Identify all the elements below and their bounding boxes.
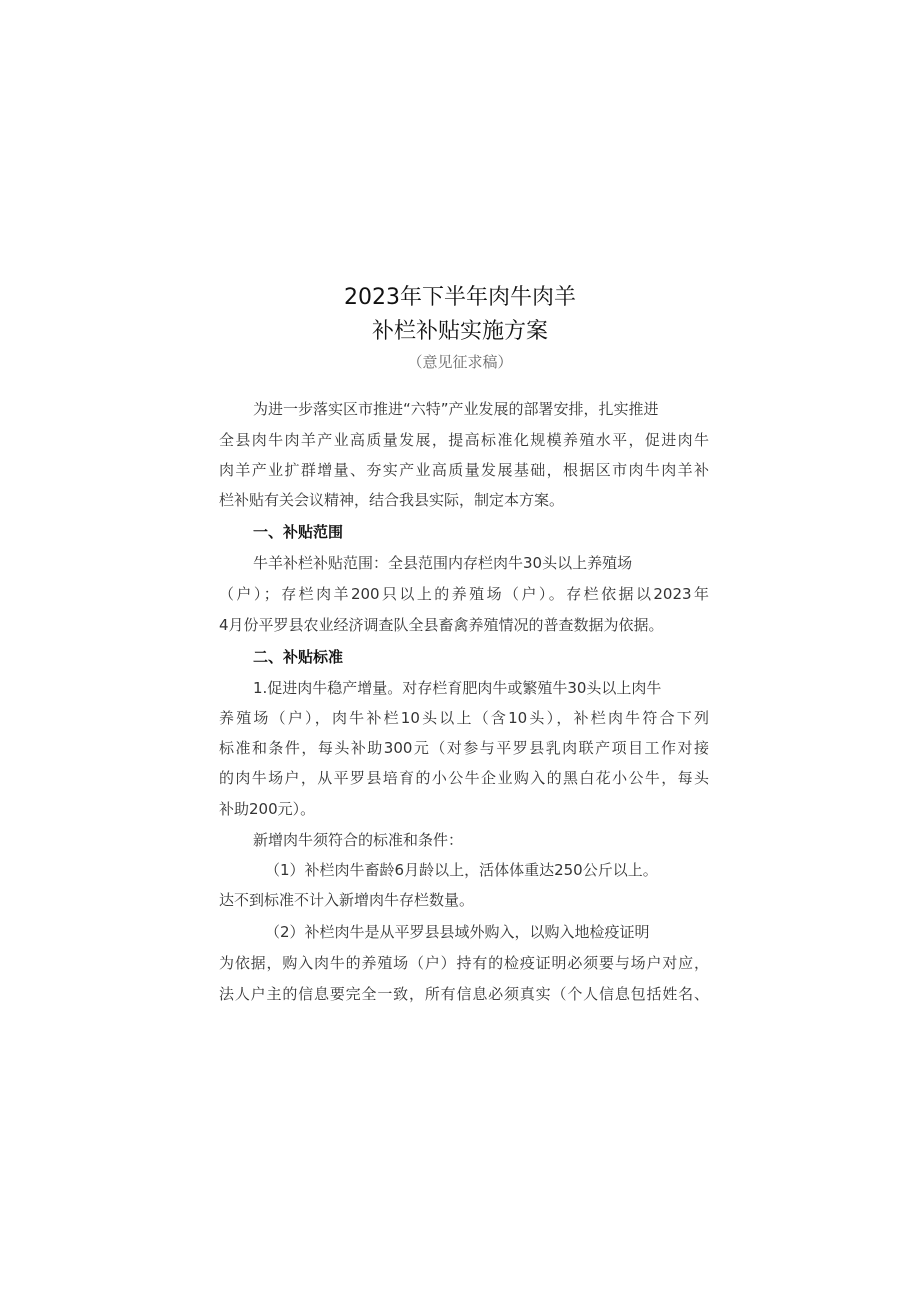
document-subtitle: （意见征求稿） bbox=[407, 353, 513, 371]
standard-item1-line-1: 1.促进肉牛稳产增量。对存栏育肥肉牛或繁殖牛30头以上肉牛 bbox=[253, 679, 662, 697]
document-title-line-2: 补栏补贴实施方案 bbox=[371, 319, 548, 344]
intro-line-1: 为进一步落实区市推进“六特”产业发展的部署安排，扎实推进 bbox=[253, 400, 659, 418]
standard-item1-line-3: 标准和条件，每头补助300元（对参与平罗县乳肉联产项目工作对接 bbox=[219, 739, 709, 757]
intro-line-2: 全县肉牛肉羊产业高质量发展，提高标准化规模养殖水平，促进肉牛 bbox=[219, 431, 709, 449]
standard-item1-line-2: 养殖场（户），肉牛补栏10头以上（含10头），补栏肉牛符合下列 bbox=[219, 709, 709, 727]
scope-line-2: （户）；存栏肉羊200只以上的养殖场（户）。存栏依据以2023年 bbox=[219, 585, 709, 603]
scope-line-1: 牛羊补栏补贴范围：全县范围内存栏肉牛30头以上养殖场 bbox=[253, 554, 633, 572]
condition-2-line-2: 为依据，购入肉牛的养殖场（户）持有的检疫证明必须要与场户对应， bbox=[219, 954, 709, 972]
condition-2-line-1: （2）补栏肉牛是从平罗县县域外购入，以购入地检疫证明 bbox=[265, 923, 650, 941]
scope-line-3: 4月份平罗县农业经济调查队全县畜禽养殖情况的普查数据为依据。 bbox=[219, 616, 664, 634]
intro-line-3: 肉羊产业扩群增量、夯实产业高质量发展基础，根据区市肉牛肉羊补 bbox=[219, 461, 709, 479]
section-heading-standard: 二、补贴标准 bbox=[253, 648, 344, 666]
intro-line-4: 栏补贴有关会议精神，结合我县实际，制定本方案。 bbox=[219, 491, 565, 509]
condition-2-line-3: 法人户主的信息要完全一致，所有信息必须真实（个人信息包括姓名、 bbox=[219, 985, 709, 1003]
standard-item1-line-5: 补助200元）。 bbox=[219, 800, 316, 818]
condition-1-line-2: 达不到标准不计入新增肉牛存栏数量。 bbox=[219, 891, 475, 909]
section-heading-scope: 一、补贴范围 bbox=[253, 523, 344, 541]
standard-item1-line-4: 的肉牛场户，从平罗县培育的小公牛企业购入的黑白花小公牛，每头 bbox=[219, 769, 709, 787]
conditions-intro: 新增肉牛须符合的标准和条件： bbox=[253, 831, 464, 849]
document-title-line-1: 2023年下半年肉牛肉羊 bbox=[344, 285, 576, 310]
condition-1-line-1: （1）补栏肉牛畜龄6月龄以上，活体体重达250公斤以上。 bbox=[265, 861, 658, 879]
